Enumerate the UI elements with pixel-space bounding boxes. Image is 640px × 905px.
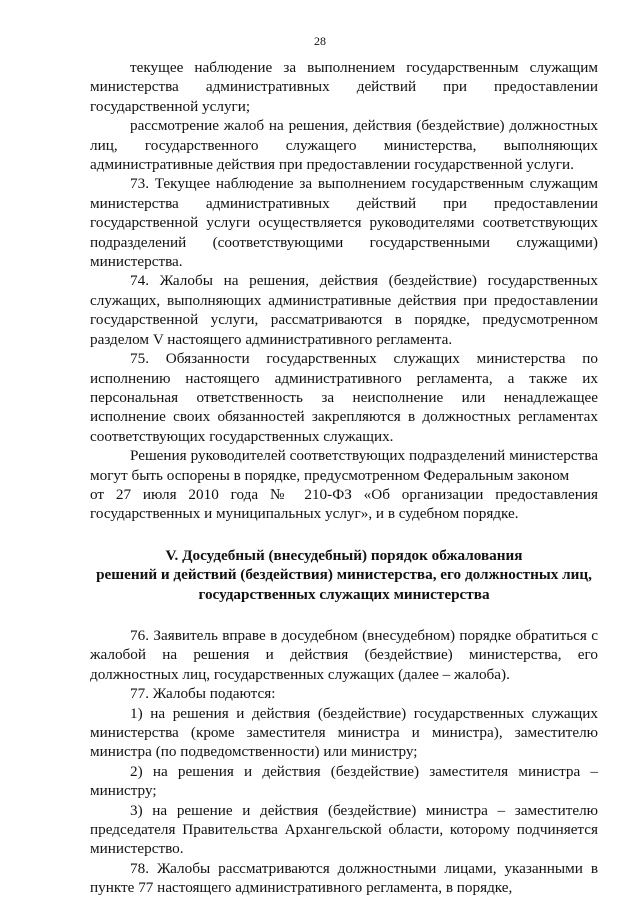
paragraph-76: 76. Заявитель вправе в досудебном (внесудебном) порядке обратиться с жалобой на решения и действия (бездействие) министерства, его должностных лиц, государственных служащих (далее – жалоба). — [90, 626, 598, 683]
paragraph-complaints-review: рассмотрение жалоб на решения, действия (бездействие) должностных лиц, государственного служащего министерства, выполняющих административные действия при предоставлении государственной услуги. — [90, 117, 598, 174]
section-heading-line-2: решений и действий (бездействия) министерства, его должностных лиц, — [96, 566, 592, 584]
paragraph-73: 73. Текущее наблюдение за выполнением государственным служащим министерства административных действий при предоставлении государственной услуги осуществляется руководителями соответствующих подразделений (соответствующими государственными служащими) министерства. — [90, 175, 598, 271]
paragraph-78: 78. Жалобы рассматриваются должностными лицами, указанными в пункте 77 настоящего административного регламента, в порядке, — [90, 859, 598, 897]
paragraph-77-item-1: 1) на решения и действия (бездействие) государственных служащих министерства (кроме заместителя министра и министра), заместителю министра (по подведомственности) или министру; — [90, 704, 598, 761]
section-heading — [90, 546, 598, 604]
page-number: 28 — [314, 34, 326, 48]
paragraph-federal-law: от 27 июля 2010 года № 210-ФЗ «Об организации предоставления государственных и муниципальных услуг», и в судебном порядке. — [90, 485, 598, 523]
section-heading-line-3: государственных служащих министерства — [198, 585, 490, 603]
paragraph-decisions: Решения руководителей соответствующих подразделений министерства могут быть оспорены в порядке, предусмотренном Федеральным законом — [90, 447, 598, 484]
paragraph-74: 74. Жалобы на решения, действия (бездействие) государственных служащих, выполняющих административные действия при предоставлении государственной услуги, рассматриваются в порядке, предусмотренном разделом V настоящего административного регламента. — [90, 272, 598, 348]
paragraph-75: 75. Обязанности государственных служащих министерства по исполнению настоящего административного регламента, а также их персональная ответственность за неисполнение или ненадлежащее исполнение своих обязанностей закрепляются в должностных регламентах соответствующих государственных служащих. — [90, 350, 598, 445]
section-heading-line-1: V. Досудебный (внесудебный) порядок обжалования — [165, 546, 523, 564]
paragraph-77: 77. Жалобы подаются: — [130, 685, 276, 703]
paragraph-77-item-3: 3) на решение и действия (бездействие) министра – заместителю председателя Правительства Архангельской области, которому подчиняется министерство. — [90, 801, 598, 858]
paragraph-77-item-2: 2) на решения и действия (бездействие) заместителя министра – министру; — [90, 762, 598, 800]
paragraph-monitoring: текущее наблюдение за выполнением государственным служащим министерства административных действий при предоставлении государственной услуги; — [90, 59, 598, 115]
document-body — [90, 58, 598, 898]
